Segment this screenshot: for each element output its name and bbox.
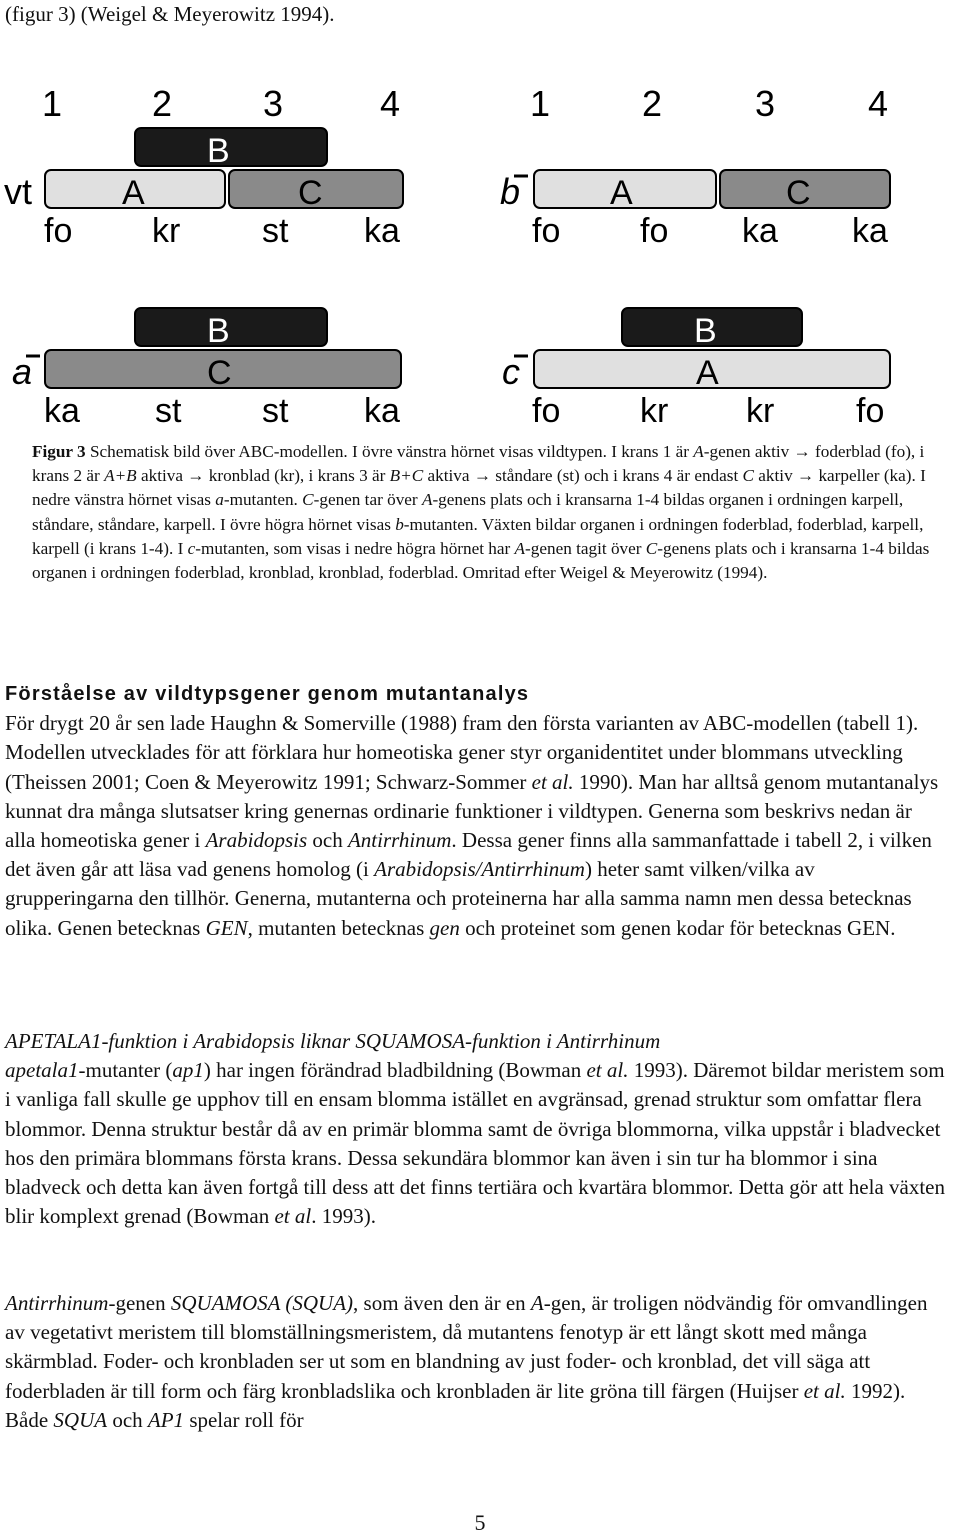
organ-label: fo bbox=[44, 212, 73, 250]
organ-label: kr bbox=[640, 392, 669, 430]
whorl-number-4: 4 bbox=[380, 83, 401, 124]
page-number: 5 bbox=[474, 1510, 486, 1535]
caption-label: Figur 3 bbox=[32, 442, 86, 461]
box-label-A: A bbox=[696, 354, 719, 392]
box-label-C: C bbox=[786, 174, 811, 212]
box-label-B: B bbox=[207, 312, 230, 350]
box-label-C: C bbox=[207, 354, 232, 392]
box-B bbox=[135, 128, 327, 166]
organ-label: fo bbox=[856, 392, 885, 430]
row-label: vt bbox=[4, 171, 33, 212]
arrow-icon: → bbox=[187, 466, 205, 486]
row-label: a bbox=[12, 351, 33, 392]
section-paragraph: apetala1-mutanter (ap1) har ingen förändrad bladbildning (Bowman et al. 1993). Däremot bildar meristem som i vanliga fall skulle ge upphov till en ensam blomma istället en avgränsad, grenad struktur som omfattar flera blommor. Denna struktur består då av en primär blomma samt de övriga blommorna, vilka uppstår i bladvecket hos den primära blommans första krans. Dessa sekundära blommor kan även i sin tur ha blommor i sina bladveck och detta kan även fortgå till dess att det finns tertiära och kvartära blommor. Detta gör att hela växten blir komplext grenad (Bowman et al. 1993). bbox=[5, 1058, 945, 1229]
organ-label: ka bbox=[852, 212, 888, 250]
section-paragraph: Antirrhinum-genen SQUAMOSA (SQUA), som även den är en A-gen, är troligen nödvändig för omvandlingen av vegetativt meristem till blomställningsmeristem, då mutantens fenotyp är ett långt skott med många skärmblad. Foder- och kronbladen ser ut som en blandning av just foder- och kronblad, det vill säga att foderbladen är till form och färg kronbladslika och kronbladen är lite gröna till färgen (Huijser et al. 1992). Både SQUA och AP1 spelar roll för bbox=[5, 1291, 928, 1432]
whorl-number-3: 3 bbox=[755, 83, 776, 124]
section-3 bbox=[5, 1289, 945, 1435]
box-label-A: A bbox=[122, 174, 145, 212]
section-heading: APETALA1-funktion i Arabidopsis liknar SQUAMOSA-funktion i Antirrhinum bbox=[5, 1029, 661, 1053]
organ-label: ka bbox=[364, 212, 400, 250]
row-label: c bbox=[502, 351, 520, 392]
figure-caption: Figur 3 Schematisk bild över ABC-modellen. I övre vänstra hörnet visas vildtypen. I krans 1 är A-genen aktiv → foderblad (fo), i krans 2 är A+B aktiva → kronblad (kr), i krans 3 är B+C aktiva → ståndare (st) och i krans 4 är endast C aktiv → karpeller (ka). I nedre vänstra hörnet visas a-mutanten. C-genen tar över A-genens plats och i kransarna 1-4 bildas organen i ordningen karpell, ståndare, ståndare, karpell. I övre högra hörnet visas b-mutanten. Växten bildar organen i ordningen foderblad, foderblad, karpell, karpell (i krans 1-4). I c-mutanten, som visas i nedre högra hörnet har A-genen tagit över C-genens plats och i kransarna 1-4 bildas organen i ordningen foderblad, kronblad, kronblad, foderblad. Omritad efter Weigel & Meyerowitz (1994). bbox=[32, 442, 930, 583]
panel-a-mutant bbox=[12, 308, 401, 430]
organ-label: st bbox=[262, 392, 289, 430]
organ-label: ka bbox=[742, 212, 778, 250]
whorl-number-2: 2 bbox=[642, 83, 663, 124]
panel-wildtype bbox=[4, 83, 403, 250]
organ-label: fo bbox=[532, 392, 561, 430]
organ-label: fo bbox=[640, 212, 669, 250]
whorl-number-4: 4 bbox=[868, 83, 889, 124]
whorl-number-1: 1 bbox=[530, 83, 551, 124]
panel-c-mutant bbox=[502, 308, 890, 430]
box-label-B: B bbox=[694, 312, 717, 350]
arrow-icon: → bbox=[473, 466, 491, 486]
box-B bbox=[135, 308, 327, 346]
organ-label: st bbox=[262, 212, 289, 250]
top-line: (figur 3) (Weigel & Meyerowitz 1994). bbox=[5, 2, 335, 26]
whorl-number-2: 2 bbox=[152, 83, 173, 124]
organ-label: fo bbox=[532, 212, 561, 250]
organ-label: kr bbox=[152, 212, 181, 250]
box-label-C: C bbox=[298, 174, 323, 212]
whorl-number-1: 1 bbox=[42, 83, 63, 124]
organ-label: kr bbox=[746, 392, 775, 430]
abc-model-figure bbox=[0, 70, 960, 440]
row-label: b bbox=[500, 171, 521, 212]
panel-b-mutant bbox=[500, 83, 890, 250]
box-label-B: B bbox=[207, 132, 230, 170]
organ-label: ka bbox=[364, 392, 400, 430]
section-heading: Förståelse av vildtypsgener genom mutantanalys bbox=[5, 683, 530, 705]
arrow-icon: → bbox=[796, 466, 815, 486]
organ-label: ka bbox=[44, 392, 80, 430]
box-label-A: A bbox=[610, 174, 633, 212]
whorl-number-3: 3 bbox=[263, 83, 284, 124]
section-2 bbox=[5, 1027, 945, 1231]
organ-label: st bbox=[155, 392, 182, 430]
section-1 bbox=[5, 680, 945, 943]
section-paragraph: För drygt 20 år sen lade Haughn & Somerville (1988) fram den första varianten av ABC-modellen (tabell 1). Modellen utvecklades för att förklara hur homeotiska gener styr organidentitet under blommans utveckling (Theissen 2001; Coen & Meyerowitz 1991; Schwarz-Sommer et al. 1990). Man har alltså genom mutantanalys kunnat dra många slutsatser kring genernas ordinarie funktioner i vildtypen. Generna som beskrivs nedan är alla homeotiska gener i Arabidopsis och Antirrhinum. Dessa gener finns alla sammanfattade i tabell 2, i vilken det även går att läsa vad genens homolog (i Arabidopsis/Antirrhinum) heter samt vilken/vilka av grupperingarna den tillhör. Generna, mutanterna och proteinerna har alla samma namn men dessa betecknas olika. Genen betecknas GEN, mutanten betecknas gen och proteinet som genen kodar för betecknas GEN. bbox=[5, 711, 939, 940]
arrow-icon: → bbox=[793, 442, 811, 461]
